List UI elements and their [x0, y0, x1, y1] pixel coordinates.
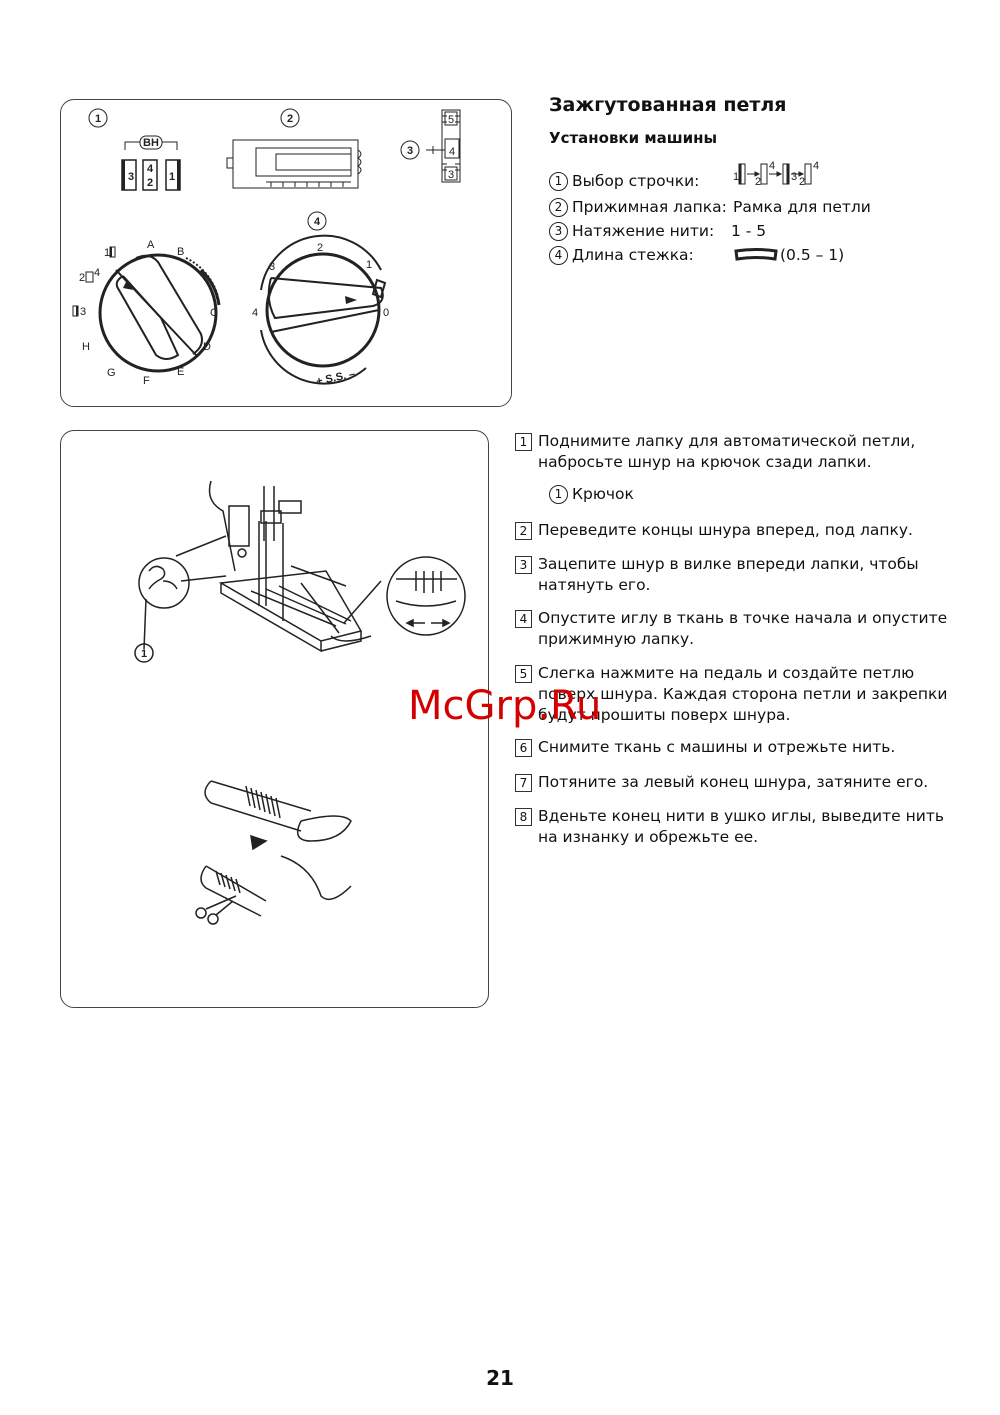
setting-label: Выбор строчки: [572, 172, 700, 190]
svg-text:3: 3 [80, 306, 87, 318]
step-text: Поднимите лапку для автоматической петли, набросьте шнур на крючок сзади лапки. [538, 432, 916, 471]
step-text: Снимите ткань с машины и отрежьте нить. [538, 738, 896, 756]
step-number: 1 [515, 433, 532, 451]
presser-foot-drawing [176, 481, 381, 651]
step-number: 4 [515, 610, 532, 628]
step-3 [515, 554, 955, 596]
step-number: 8 [515, 808, 532, 826]
svg-text:G: G [107, 367, 116, 379]
step-text: Зацепите шнур в вилке впереди лапки, чтобы натянуть его. [538, 555, 919, 594]
page-title: Зажгутованная петля [549, 94, 787, 116]
setting-label: Длина стежка: [572, 246, 694, 264]
step-6 [515, 737, 955, 758]
thread-tension-dial [426, 110, 460, 182]
step-number: 7 [515, 774, 532, 792]
svg-text:4: 4 [94, 267, 101, 279]
watermark: McGrp.Ru [408, 683, 602, 729]
step-4 [515, 608, 955, 650]
marker-2 [281, 109, 299, 127]
svg-text:4: 4 [769, 160, 776, 172]
step-text: Вденьте конец нити в ушко иглы, выведите нить на изнанку и обрежьте ее. [538, 807, 944, 846]
svg-text:E: E [177, 366, 185, 378]
stitch-length-dial [252, 236, 389, 388]
machine-settings-figure [60, 99, 512, 407]
stitch-pattern-sequence-icon [733, 162, 833, 192]
svg-text:B: B [177, 246, 185, 258]
svg-text:1: 1 [94, 113, 102, 125]
svg-text:3: 3 [791, 171, 798, 183]
svg-text:1: 1 [104, 247, 111, 259]
svg-text:1: 1 [366, 259, 373, 271]
hook-detail-drawing [135, 558, 226, 662]
svg-text:1: 1 [733, 171, 740, 183]
svg-text:3: 3 [406, 145, 414, 157]
svg-text:4: 4 [146, 163, 154, 175]
setting-number: 2 [549, 198, 568, 217]
setting-row-length [549, 246, 694, 265]
stitch-length-window-icon [734, 248, 778, 262]
svg-text:3: 3 [269, 261, 276, 273]
svg-text:H: H [82, 341, 90, 353]
svg-text:4: 4 [813, 160, 820, 172]
page-number: 21 [486, 1366, 514, 1390]
setting-row-foot [549, 198, 727, 217]
step-1 [515, 431, 955, 473]
svg-text:2: 2 [317, 242, 324, 254]
bh-pattern-icon [122, 136, 180, 190]
svg-text:2: 2 [799, 176, 806, 188]
stitch-selector-dial [73, 239, 219, 387]
finished-buttonhole-drawing [196, 781, 351, 924]
setting-row-tension [549, 222, 714, 241]
fork-detail-drawing [387, 557, 465, 635]
setting-value-tension: 1 - 5 [731, 222, 767, 240]
sub-step-number: 1 [549, 485, 568, 504]
step-text: Потяните за левый конец шнура, затяните его. [538, 773, 929, 791]
marker-4 [308, 212, 326, 230]
step-2 [515, 520, 955, 541]
marker-1 [89, 109, 107, 127]
setting-value-length: (0.5 – 1) [780, 246, 845, 264]
setting-label: Натяжение нити: [572, 222, 715, 240]
buttonhole-foot-icon [227, 140, 361, 188]
svg-text:2: 2 [79, 272, 86, 284]
step-text: Опустите иглу в ткань в точке начала и опустите прижимную лапку. [538, 609, 948, 648]
svg-text:A: A [147, 239, 155, 251]
step-8 [515, 806, 955, 848]
setting-row-stitch [549, 172, 699, 191]
svg-text:1: 1 [168, 171, 176, 183]
svg-text:C: C [210, 307, 218, 319]
svg-text:BH: BH [143, 137, 159, 149]
svg-text:1: 1 [140, 648, 148, 660]
svg-text:5: 5 [447, 114, 455, 126]
svg-text:3: 3 [447, 169, 455, 181]
svg-text:2: 2 [146, 177, 154, 189]
svg-text:2: 2 [755, 176, 762, 188]
svg-text:0: 0 [383, 307, 390, 319]
setting-number: 4 [549, 246, 568, 265]
step-number: 5 [515, 665, 532, 683]
sub-step-text: Крючок [572, 485, 634, 503]
setting-number: 3 [549, 222, 568, 241]
step-text: Слегка нажмите на педаль и создайте петлю поверх шнура. Каждая сторона петли и закрепки будут прошиты поверх шнура. [538, 664, 948, 724]
step-7 [515, 772, 955, 793]
setting-value-foot: Рамка для петли [733, 198, 871, 216]
svg-text:+ S.S. –: + S.S. – [315, 367, 357, 388]
settings-diagram [61, 100, 511, 406]
step-number: 2 [515, 522, 532, 540]
sub-step-hook [549, 485, 634, 504]
step-text: Переведите концы шнура вперед, под лапку. [538, 521, 913, 539]
marker-3 [401, 141, 419, 159]
svg-text:D: D [203, 341, 211, 353]
svg-text:4: 4 [252, 307, 259, 319]
svg-text:3: 3 [127, 171, 135, 183]
svg-text:4: 4 [313, 216, 321, 228]
setting-number: 1 [549, 172, 568, 191]
step-number: 3 [515, 556, 532, 574]
step-number: 6 [515, 739, 532, 757]
svg-text:2: 2 [286, 113, 294, 125]
settings-subtitle: Установки машины [549, 129, 718, 147]
svg-text:4: 4 [448, 146, 456, 158]
svg-text:F: F [143, 375, 150, 387]
setting-label: Прижимная лапка: [572, 198, 727, 216]
